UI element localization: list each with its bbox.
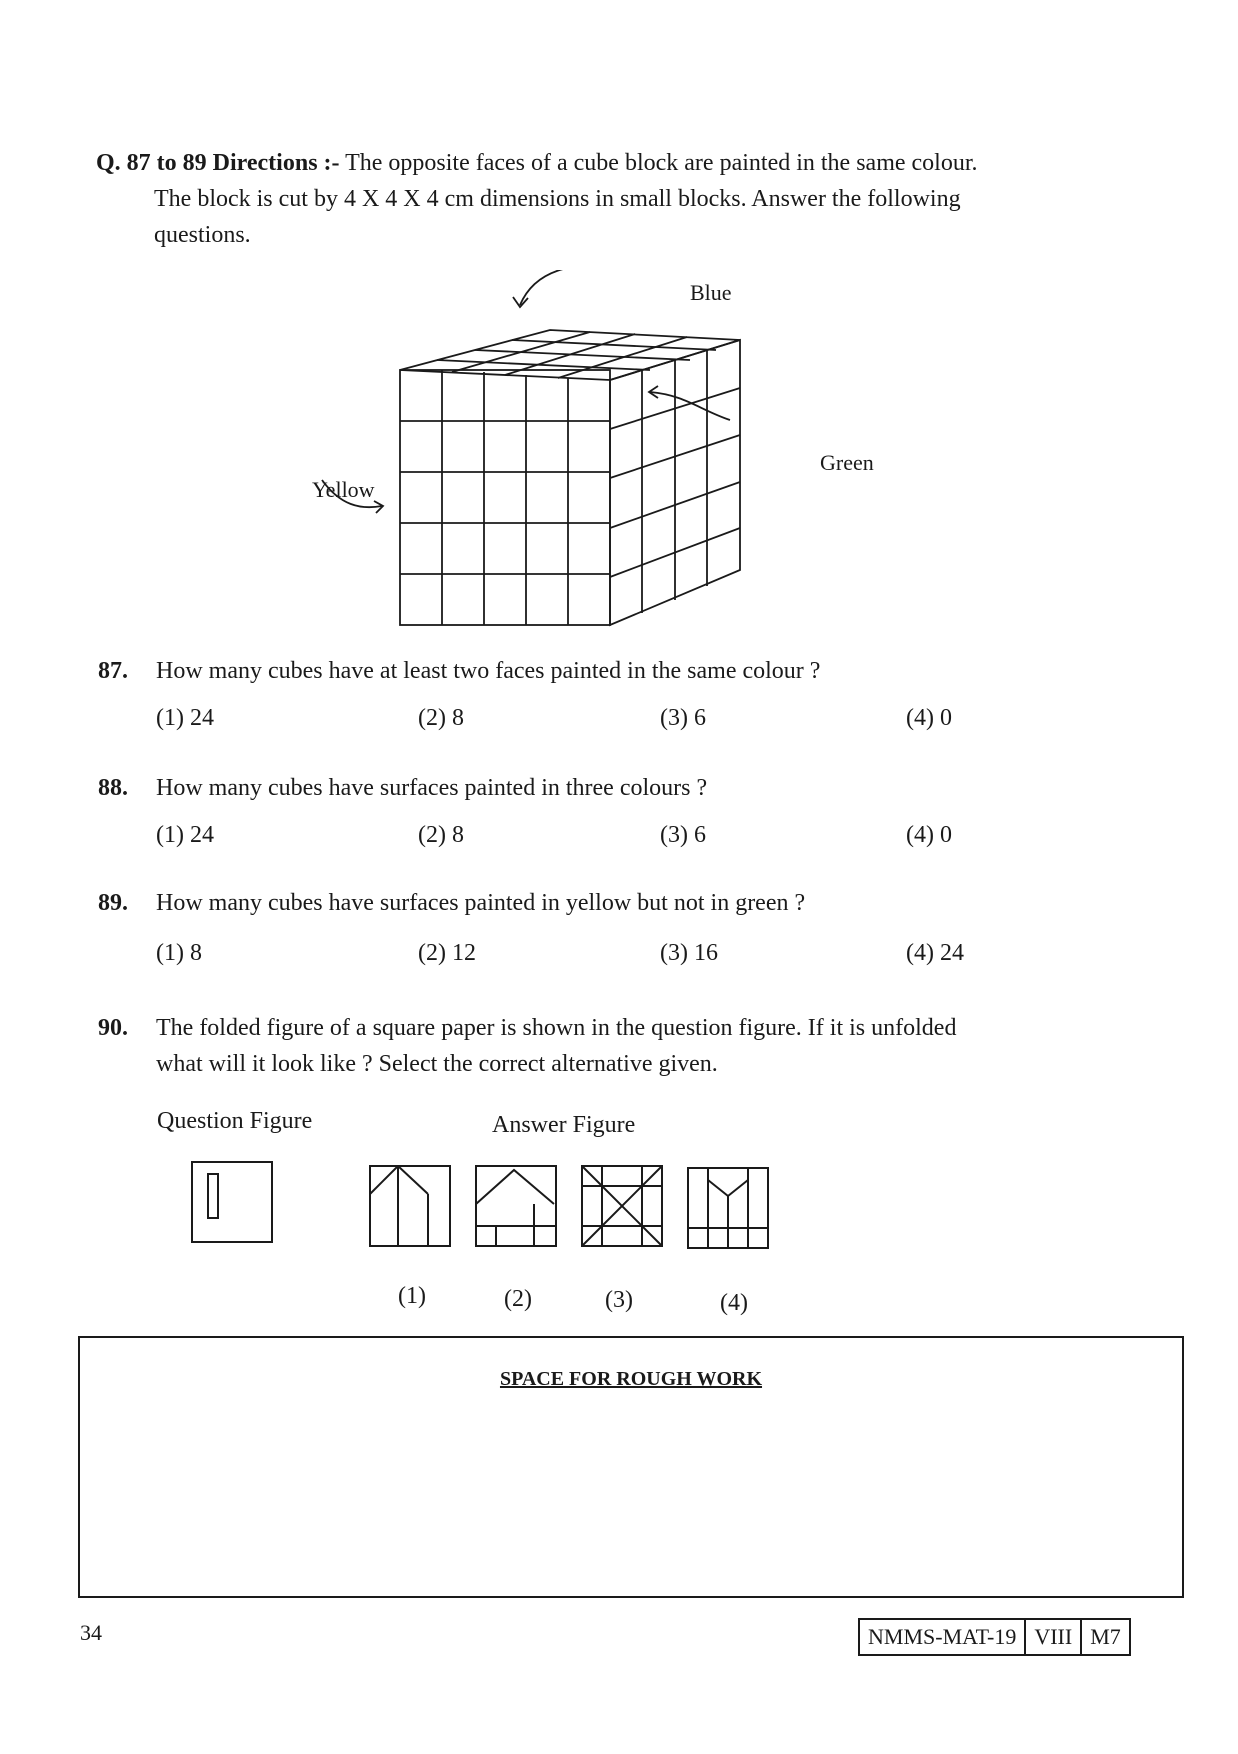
directions xyxy=(96,145,1106,253)
answer-figure-1[interactable] xyxy=(368,1164,456,1250)
answer-figure-label: Answer Figure xyxy=(492,1112,636,1138)
directions-line2: The block is cut by 4 X 4 X 4 cm dimensions in small blocks. Answer the following xyxy=(154,186,961,212)
directions-line3: questions. xyxy=(154,222,251,248)
option-4[interactable]: (4) 24 xyxy=(906,940,964,966)
option-2[interactable]: (2) 8 xyxy=(418,822,464,848)
directions-lead: Q. 87 to 89 Directions :- xyxy=(96,150,340,176)
label-blue: Blue xyxy=(690,280,732,305)
option-1[interactable]: (1) 24 xyxy=(156,822,214,848)
blue-arrow xyxy=(520,270,625,305)
question-text: How many cubes have surfaces painted in yellow but not in green ? xyxy=(156,890,806,916)
option-1[interactable]: (1) 8 xyxy=(156,940,202,966)
question-number: 89. xyxy=(98,890,128,916)
answer-figure-3[interactable] xyxy=(580,1164,668,1250)
question-number: 90. xyxy=(98,1015,128,1041)
answer-label-3: (3) xyxy=(605,1287,633,1313)
option-1[interactable]: (1) 24 xyxy=(156,705,214,731)
question-figure-label: Question Figure xyxy=(157,1108,313,1134)
question-text: How many cubes have at least two faces painted in the same colour ? xyxy=(156,658,821,684)
option-3[interactable]: (3) 16 xyxy=(660,940,718,966)
option-3[interactable]: (3) 6 xyxy=(660,822,706,848)
question-88 xyxy=(98,775,1118,802)
answer-label-4: (4) xyxy=(720,1290,748,1316)
option-2[interactable]: (2) 8 xyxy=(418,705,464,731)
directions-line1: The opposite faces of a cube block are painted in the same colour. xyxy=(339,150,978,176)
answer-label-2: (2) xyxy=(504,1286,532,1312)
answer-figure-2[interactable] xyxy=(474,1164,562,1250)
question-89 xyxy=(98,890,1118,917)
answer-label-1: (1) xyxy=(398,1283,426,1309)
rough-work-box xyxy=(78,1336,1184,1598)
paper-code-set: M7 xyxy=(1080,1620,1129,1654)
question-text-line2: what will it look like ? Select the correct alternative given. xyxy=(156,1051,718,1077)
rough-work-title: SPACE FOR ROUGH WORK xyxy=(499,1368,763,1390)
question-text: How many cubes have surfaces painted in three colours ? xyxy=(156,775,708,801)
question-90 xyxy=(98,1010,1118,1082)
question-87 xyxy=(98,658,1118,685)
option-4[interactable]: (4) 0 xyxy=(906,822,952,848)
paper-code-exam: NMMS-MAT-19 xyxy=(868,1624,1017,1649)
question-text-line1: The folded figure of a square paper is shown in the question figure. If it is unfolded xyxy=(156,1015,957,1041)
label-yellow: Yellow xyxy=(312,477,375,502)
question-figure xyxy=(190,1160,276,1246)
label-green: Green xyxy=(820,450,874,475)
question-number: 88. xyxy=(98,775,128,801)
page-number: 34 xyxy=(80,1620,102,1645)
option-3[interactable]: (3) 6 xyxy=(660,705,706,731)
paper-code-class: VIII xyxy=(1024,1620,1080,1654)
option-4[interactable]: (4) 0 xyxy=(906,705,952,731)
paper-code xyxy=(858,1618,1131,1656)
cube-front-face xyxy=(400,370,610,625)
question-number: 87. xyxy=(98,658,128,684)
green-arrow xyxy=(650,392,730,420)
answer-figure-4[interactable] xyxy=(686,1166,774,1252)
option-2[interactable]: (2) 12 xyxy=(418,940,476,966)
